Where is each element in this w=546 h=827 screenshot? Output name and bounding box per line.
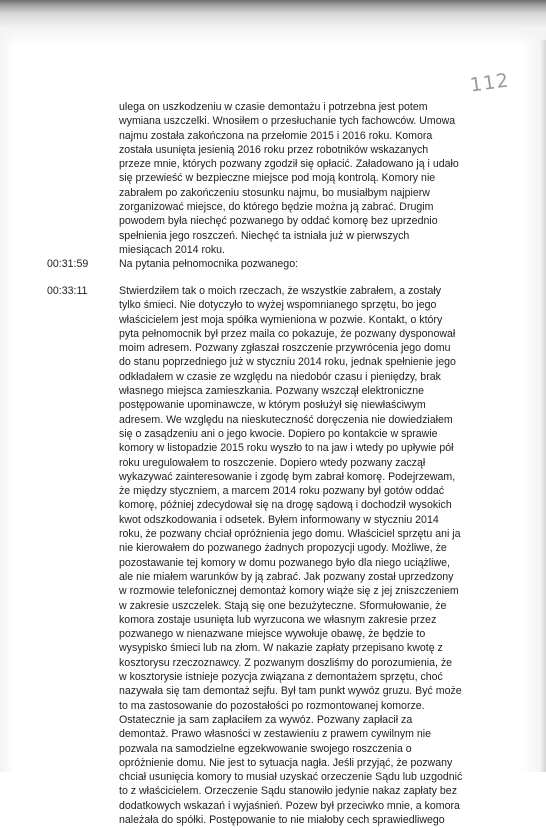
text-line: wysypisko śmieci lub na złom. W nakazie zapłaty przepisano kwotę z bbox=[119, 642, 443, 655]
text-line: demontaż. Prawo własności w zestawieniu z prawem cywilnym nie bbox=[119, 728, 432, 741]
text-line: kosztorysu rzeczoznawcy. Z pozwanym doszliśmy do porozumienia, że bbox=[119, 656, 453, 669]
text-line: w zakresie uszczelek. Stają się one bezużyteczne. Sformułowanie, że bbox=[119, 599, 447, 612]
text-line: pyta pełnomocnik był przez maila co pokazuje, że pozwany dysponował bbox=[119, 327, 456, 340]
text-line: komory w listopadzie 2015 roku wyszło to na jaw i wtedy po upływie pół bbox=[119, 442, 454, 455]
entry-heading: Na pytania pełnomocnika pozwanego: bbox=[119, 258, 299, 270]
text-line: własnego miejsca zamieszkania. Pozwany wszczął elektroniczne bbox=[119, 385, 424, 398]
text-line: w rozmowie telefonicznej demontaż komory wiąże się z jej zniszczeniem bbox=[119, 585, 459, 598]
timestamp: 00:31:59 bbox=[47, 258, 89, 270]
text-line: powodem była niechęć pozwanego by oddać komorę bez uprzednio bbox=[119, 215, 438, 228]
text-line: wymiana uszczelki. Wnosiłem o przesłuchanie tych fachowców. Umowa bbox=[119, 115, 456, 128]
text-line: Stwierdziłem tak o moich rzeczach, że wszystkie zabrałem, a zostały bbox=[119, 285, 442, 297]
text-line: została usunięta jesienią 2016 roku przez robotników wskazanych bbox=[119, 143, 429, 156]
text-line: wykazywać zainteresowanie i zgodę bym zabrał komorę. Podejrzewam, bbox=[119, 470, 456, 483]
text-line: roku, że pozwany chciał opróżnienia jego domu. Właściciel sprzętu ani ja bbox=[119, 528, 461, 541]
text-line: chciał usunięcia komory to musiał uzyskać orzeczenie Sądu lub uzgodnić bbox=[119, 771, 463, 784]
text-line: przeze mnie, których pozwany zgodził się opłacić. Załadowano ją i udało bbox=[119, 158, 459, 171]
text-line: właścicielem jest moja spółka wymieniona w pozwie. Kontakt, o który bbox=[119, 313, 443, 326]
text-line: pozwala na samodzielne egzekwowanie swojego roszczenia o bbox=[119, 742, 412, 755]
text-line: odkładałem w czasie ze względu na niedobór czasu i pieniędzy, brak bbox=[119, 370, 441, 383]
text-line: do stanu poprzedniego już w styczniu 2014 roku, jednak spełnienie jego bbox=[119, 356, 456, 369]
scan-right-edge bbox=[540, 40, 546, 772]
text-line: pozwanego w nienazwane miejsce wywołuje obawę, że będzie to bbox=[119, 628, 426, 641]
text-line: pozostawanie tej komory w domu pozwanego było dla niego uciążliwe, bbox=[119, 556, 450, 569]
text-line: ulega on uszkodzeniu w czasie demontażu i potrzebna jest potem bbox=[119, 101, 428, 113]
text-line: należała do spółki. Postępowanie to nie miałoby cech sprawiedliwego bbox=[119, 813, 445, 826]
text-line: roku uregulowałem to roszczenie. Dopiero wtedy pozwany zaczął bbox=[119, 456, 426, 469]
timestamp: 00:33:11 bbox=[47, 285, 88, 297]
text-line: to ma zastosowanie do pozostałości po rozmontowanej komorze. bbox=[119, 699, 425, 712]
text-line: tylko śmieci. Nie dotyczyło to wyżej wspomnianego sprzętu, bo jego bbox=[119, 299, 437, 312]
text-line: najmu została zakończona na przełomie 2015 i 2016 roku. Komora bbox=[119, 129, 433, 142]
text-line: Ostatecznie ja sam zapłaciłem za wywóz. Pozwany zapłacił za bbox=[119, 713, 413, 726]
text-line: że między styczniem, a marcem 2014 roku pozwany był gotów oddać bbox=[119, 485, 445, 498]
text-line: dodatkowych wskazań i wyjaśnień. Pozew był przeciwko mnie, a komora bbox=[119, 799, 460, 812]
scan-top-shadow bbox=[0, 0, 546, 46]
text-line: postępowanie upominawcze, w którym posłużył się niewłaściwym bbox=[119, 399, 426, 412]
text-line: się o zasądzeniu ani o jego kwocie. Dopiero po kontakcie w sprawie bbox=[119, 427, 438, 440]
text-line: to z właścicielem. Orzeczenie Sądu stanowiło jedynie nakaz zapłaty bez bbox=[119, 785, 457, 798]
handwritten-page-number: 112 bbox=[468, 69, 511, 97]
text-line: zorganizować miejsce, do którego będzie można ją zabrać. Drugim bbox=[119, 201, 434, 214]
text-line: kwot odszkodowania i odsetek. Byłem informowany w styczniu 2014 bbox=[119, 513, 439, 526]
text-line: opróżnienie domu. Nie jest to sytuacja nagła. Jeśli przyjąć, że pozwany bbox=[119, 756, 453, 769]
text-line: się przewieść w bezpieczne miejsce pod moją kontrolą. Komory nie bbox=[119, 172, 436, 185]
text-line: miesiącach 2014 roku. bbox=[119, 243, 225, 256]
text-line: zabrałem po zakończeniu stosunku najmu, bo musiałbym najpierw bbox=[119, 186, 430, 199]
text-line: adresem. We względu na nieskuteczność doręczenia nie dowiedziałem bbox=[119, 413, 453, 426]
text-line: w kosztorysie istnieje pozycja związana z demontażem sprzętu, choć bbox=[119, 671, 443, 684]
text-line: komorę, później zdecydował się na drogę sądową i dochodził wysokich bbox=[119, 499, 452, 512]
text-line: nazywała się tam demontaż sejfu. Był tam punkt wywóz gruzu. Być może bbox=[119, 685, 462, 698]
text-line: komora zostaje usunięta lub wyrzucona we własnym zakresie przez bbox=[119, 613, 437, 626]
continuation-paragraph bbox=[119, 100, 504, 257]
text-line: nie kierowałem do pozwanego żadnych propozycji ugody. Możliwe, że bbox=[119, 542, 447, 555]
text-line: spełnienia jego roszczeń. Niechęć ta istniała już w pierwszych bbox=[119, 229, 410, 242]
testimony-paragraph bbox=[119, 284, 504, 827]
text-line: moim adresem. Pozwany zgłaszał roszczenie przywrócenia jego domu bbox=[119, 342, 451, 355]
text-line: ale nie miałem warunków by ją zabrać. Jak pozwany został uprzedzony bbox=[119, 570, 454, 583]
